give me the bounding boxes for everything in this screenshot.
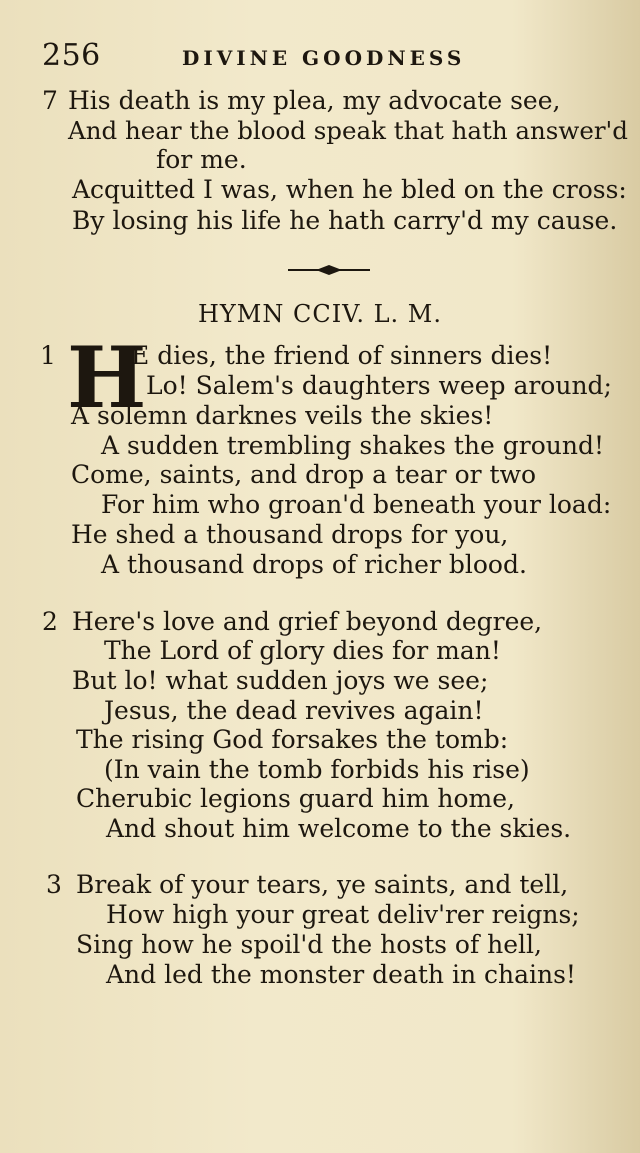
page-number: 256 [42,38,101,73]
drop-cap: H [67,328,147,427]
stanza-line: Jesus, the dead revives again! [104,696,484,725]
verse-number: 7 [42,86,58,115]
verse-line: Acquitted I was, when he bled on the cross: [72,175,627,204]
stanza-line: (In vain the tomb forbids his rise) [104,755,530,784]
verse-line: And hear the blood speak that hath answer'd [68,116,628,145]
verse-line: His death is my plea, my advocate see, [68,86,561,115]
stanza-line: He shed a thousand drops for you, [71,520,509,549]
stanza-number: 2 [42,607,58,636]
stanza-line: A sudden trembling shakes the ground! [101,431,605,460]
ornament-rule-icon [288,262,370,278]
stanza-line: E dies, the friend of sinners dies! [131,341,553,370]
stanza-line: A solemn darknes veils the skies! [71,401,494,430]
stanza-line: And led the monster death in chains! [106,960,576,989]
stanza-number: 3 [46,870,62,899]
stanza-line: Cherubic legions guard him home, [76,784,516,813]
page-header [42,38,610,78]
running-head: DIVINE GOODNESS [182,46,466,70]
stanza-line: For him who groan'd beneath your load: [101,490,612,519]
stanza-number: 1 [40,341,56,370]
stanza-line: How high your great deliv'rer reigns; [106,900,580,929]
stanza-line: Break of your tears, ye saints, and tell, [76,870,569,899]
stanza-line: Lo! Salem's daughters weep around; [146,371,612,400]
verse-line: for me. [156,145,247,174]
stanza-line: Come, saints, and drop a tear or two [71,460,537,489]
hymn-title: HYMN CCIV. L. M. [198,300,442,328]
stanza-line: Sing how he spoil'd the hosts of hell, [76,930,542,959]
stanza-line: The rising God forsakes the tomb: [76,725,509,754]
stanza-line: And shout him welcome to the skies. [106,814,572,843]
stanza-line: Here's love and grief beyond degree, [72,607,543,636]
stanza-line: The Lord of glory dies for man! [104,636,501,665]
stanza-line: But lo! what sudden joys we see; [72,666,489,695]
verse-line: By losing his life he hath carry'd my cause. [72,206,618,235]
stanza-line: A thousand drops of richer blood. [101,550,527,579]
